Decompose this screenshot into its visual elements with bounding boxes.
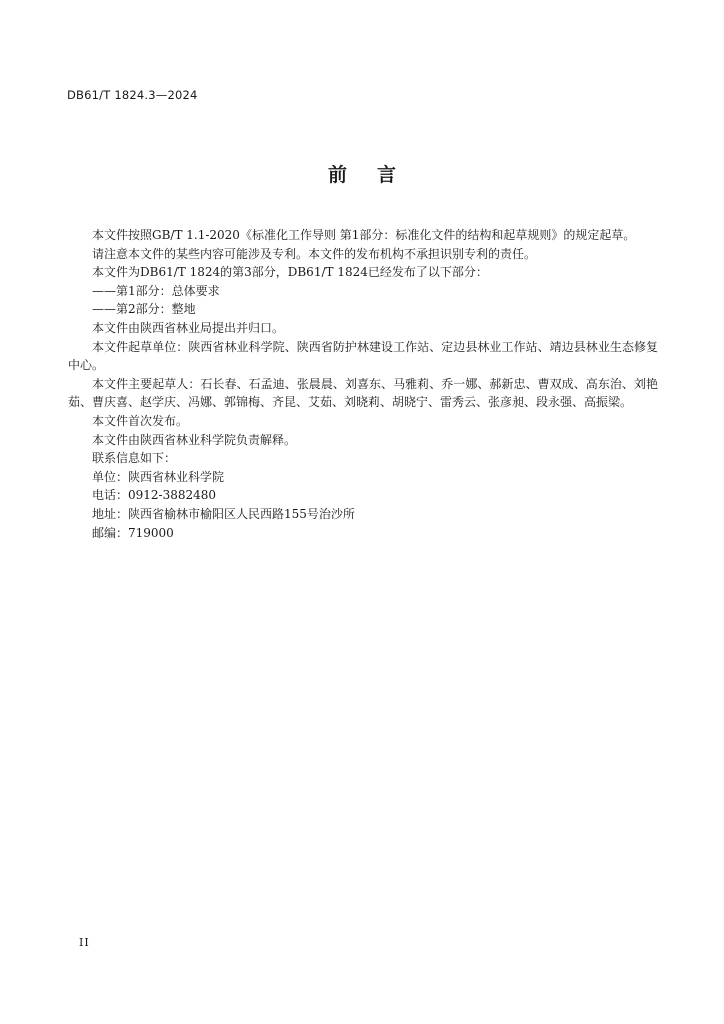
contact-unit: 单位：陕西省林业科学院: [92, 469, 225, 484]
document-code: DB61/T 1824.3—2024: [67, 88, 198, 102]
paragraph-proposer: 本文件由陕西省林业局提出并归口。: [92, 320, 285, 335]
paragraph-drafting-units: 本文件起草单位：陕西省林业科学院、陕西省防护林建设工作站、定边县林业工作站、靖边县林业生态修复中心。: [68, 339, 658, 373]
foreword-body: [68, 226, 658, 542]
paragraph-series-info: 本文件为DB61/T 1824的第3部分，DB61/T 1824已经发布了以下部分：: [92, 265, 488, 280]
page-number: II: [79, 936, 90, 949]
section-title: 前言: [327, 164, 426, 186]
contact-postcode: 邮编：719000: [92, 525, 174, 540]
paragraph-patent-notice: 请注意本文件的某些内容可能涉及专利。本文件的发布机构不承担识别专利的责任。: [92, 246, 537, 261]
paragraph-contact-intro: 联系信息如下：: [92, 451, 177, 466]
contact-phone: 电话：0912-3882480: [92, 488, 217, 503]
paragraph-drafting-rules: 本文件按照GB/T 1.1-2020《标准化工作导则 第1部分：标准化文件的结构和起草规则》的规定起草。: [92, 228, 636, 242]
list-item-part-1: ——第1部分：总体要求: [92, 283, 220, 298]
paragraph-drafters: 本文件主要起草人：石长春、石孟迪、张晨晨、刘喜东、马雅莉、乔一娜、郝新忠、曹双成、高东治、刘艳茹、曹庆喜、赵学庆、冯娜、郭锦梅、齐昆、艾茹、刘晓莉、胡晓宁、雷秀云、张彦昶、段永强、高振梁。: [68, 376, 658, 410]
paragraph-interpretation: 本文件由陕西省林业科学院负责解释。: [92, 432, 297, 447]
contact-address: 地址：陕西省榆林市榆阳区人民西路155号治沙所: [92, 506, 355, 521]
list-item-part-2: ——第2部分：整地: [92, 302, 196, 317]
paragraph-first-release: 本文件首次发布。: [92, 413, 189, 428]
